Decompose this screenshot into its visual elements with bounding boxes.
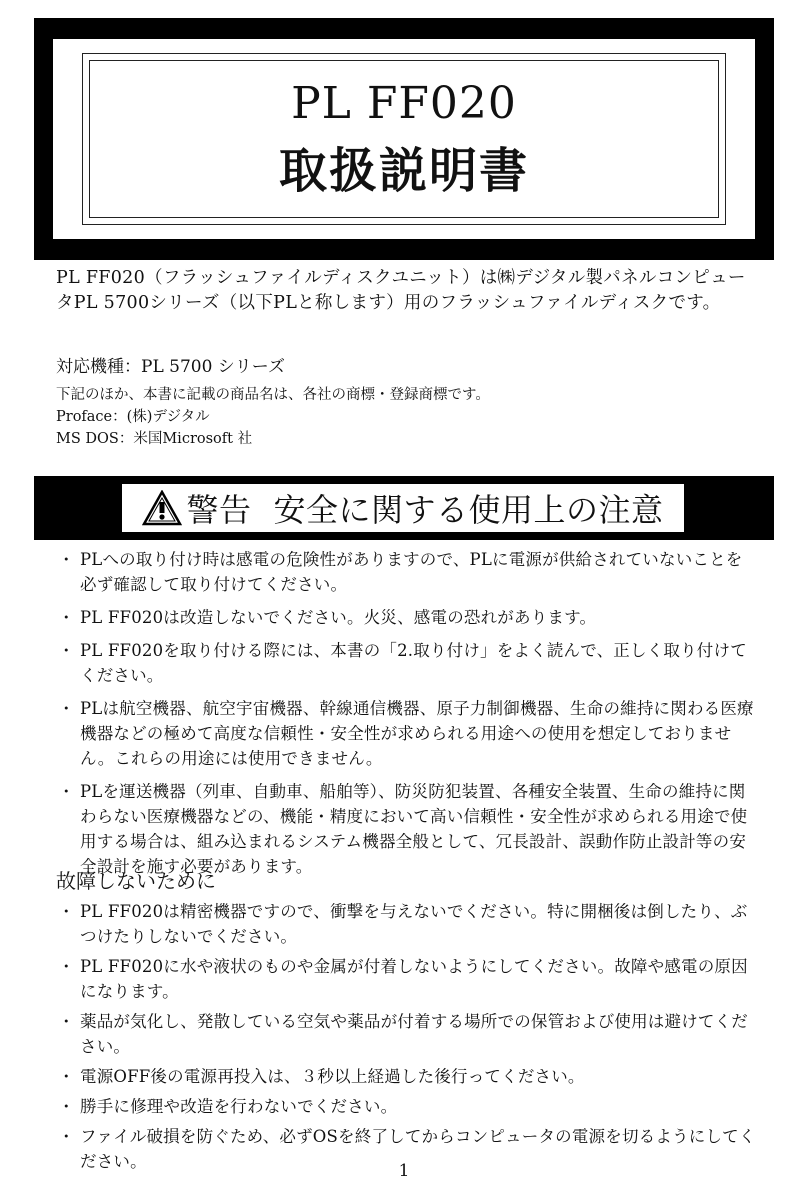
care-text: PL FF020は精密機器ですので、衝撃を与えないでください。特に開梱後は倒したり、ぶつけたりしないでください。 bbox=[80, 902, 748, 946]
list-item bbox=[56, 1009, 756, 1059]
care-text: ファイル破損を防ぐため、必ずOSを終了してからコンピュータの電源を切るようにしてください。 bbox=[80, 1127, 756, 1171]
list-item bbox=[56, 638, 756, 688]
list-item bbox=[56, 547, 756, 597]
safety-text: PLを運送機器（列車、自動車、船舶等）、防災防犯装置、各種安全装置、生命の維持に関わらない医療機器などの、機能・精度において高い信頼性・安全性が求められる用途で使用する場合は、組み込まれるシステム機器全般として、冗長設計、誤動作防止設計等の安全設計を施す必要があります。 bbox=[80, 782, 748, 876]
bullet-mark: ・ bbox=[58, 641, 75, 660]
intro-paragraph: PL FF020（フラッシュファイルディスクユニット）は㈱デジタル製パネルコンピュータPL 5700シリーズ（以下PLと称します）用のフラッシュファイルディスクです。 bbox=[56, 268, 746, 313]
bullet-mark: ・ bbox=[58, 608, 75, 627]
safety-text: PL FF020を取り付ける際には、本書の「2.取り付け」をよく読んで、正しく取り付けてください。 bbox=[80, 641, 747, 685]
list-item bbox=[56, 1094, 756, 1119]
supported-models: 対応機種：PL 5700 シリーズ bbox=[56, 357, 285, 377]
bullet-mark: ・ bbox=[58, 957, 75, 976]
bullet-mark: ・ bbox=[58, 1012, 75, 1031]
list-item bbox=[56, 779, 756, 879]
bullet-mark: ・ bbox=[58, 782, 75, 801]
care-text: 薬品が気化し、発散している空気や薬品が付着する場所での保管および使用は避けてください。 bbox=[80, 1012, 748, 1056]
list-item bbox=[56, 605, 756, 630]
safety-list bbox=[56, 547, 756, 887]
safety-text: PLは航空機器、航空宇宙機器、幹線通信機器、原子力制御機器、生命の維持に関わる医療機器などの極めて高度な信頼性・安全性が求められる用途への使用を想定しておりません。これらの用途には使用できません。 bbox=[80, 699, 754, 768]
bullet-mark: ・ bbox=[58, 1127, 75, 1146]
care-text: 電源OFF後の電源再投入は、３秒以上経過した後行ってください。 bbox=[80, 1067, 585, 1086]
care-text: 勝手に修理や改造を行わないでください。 bbox=[80, 1097, 398, 1116]
list-item bbox=[56, 954, 756, 1004]
warning-banner bbox=[34, 476, 774, 540]
list-item bbox=[56, 696, 756, 771]
title-panel bbox=[53, 39, 755, 239]
care-list bbox=[56, 899, 756, 1179]
list-item bbox=[56, 1064, 756, 1089]
product-name: PL FF020 bbox=[291, 78, 517, 129]
title-block bbox=[34, 18, 774, 260]
warning-heading bbox=[122, 484, 684, 532]
document-title: 取扱説明書 bbox=[278, 143, 529, 199]
bullet-mark: ・ bbox=[58, 902, 75, 921]
warning-title: 安全に関する使用上の注意 bbox=[273, 491, 664, 529]
warning-label: 警告 bbox=[186, 491, 252, 529]
bullet-mark: ・ bbox=[58, 699, 75, 718]
bullet-mark: ・ bbox=[58, 1067, 75, 1086]
trademark-note: 下記のほか、本書に記載の商品名は、各社の商標・登録商標です。 bbox=[56, 387, 490, 403]
trademark-msdos: MS DOS：米国Microsoft 社 bbox=[56, 431, 253, 447]
safety-text: PL FF020は改造しないでください。火災、感電の恐れがあります。 bbox=[80, 608, 597, 627]
bullet-mark: ・ bbox=[58, 550, 75, 569]
trademark-notes bbox=[56, 384, 756, 450]
warning-triangle-icon bbox=[142, 490, 182, 526]
bullet-mark: ・ bbox=[58, 1097, 75, 1116]
care-heading: 故障しないために bbox=[56, 869, 216, 893]
list-item bbox=[56, 899, 756, 949]
trademark-proface: Proface：(株)デジタル bbox=[56, 409, 210, 425]
safety-text: PLへの取り付け時は感電の危険性がありますので、PLに電源が供給されていないことを必ず確認して取り付けてください。 bbox=[80, 550, 743, 594]
care-text: PL FF020に水や液状のものや金属が付着しないようにしてください。故障や感電の原因になります。 bbox=[80, 957, 748, 1001]
page-number: 1 bbox=[398, 1161, 410, 1181]
